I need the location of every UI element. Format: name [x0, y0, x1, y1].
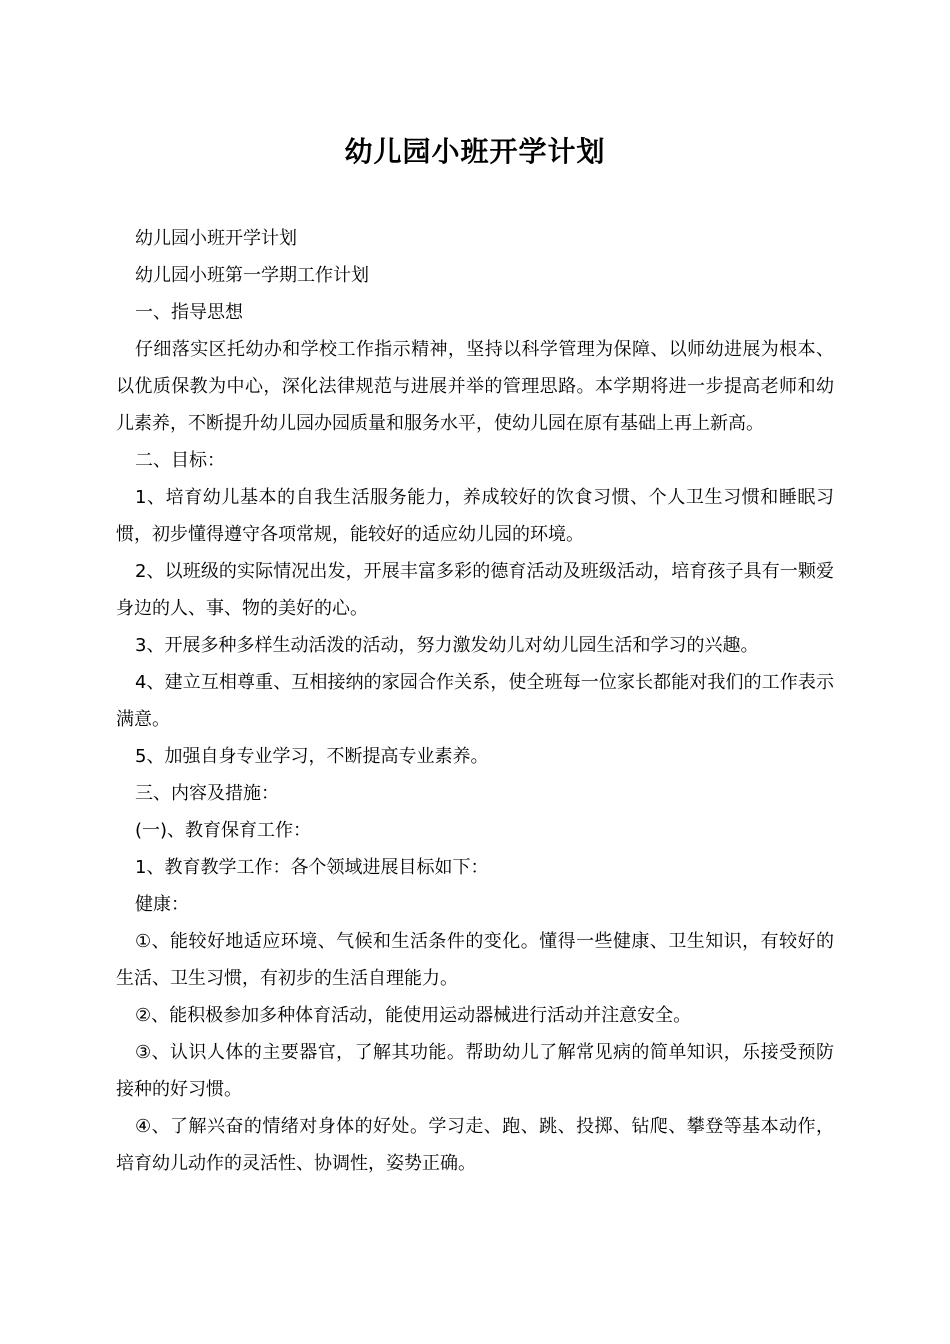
goal-item-1: 1、培育幼儿基本的自我生活服务能力，养成较好的饮食习惯、个人卫生习惯和睡眠习惯，初步懂得遵守各项常规，能较好的适应幼儿园的环境。: [116, 487, 834, 545]
subsection-heading-education-care: (一)、教育保育工作：: [135, 820, 312, 841]
health-item-4: ④、了解兴奋的情绪对身体的好处。学习走、跑、跳、投掷、钻爬、攀登等基本动作，培育幼儿动作的灵活性、协调性，姿势正确。: [116, 1116, 834, 1174]
paragraph-plan-name: 幼儿园小班第一学期工作计划: [135, 265, 369, 286]
goal-item-3: 3、开展多种多样生动活泼的活动，努力激发幼儿对幼儿园生活和学习的兴趣。: [135, 635, 759, 656]
goal-item-4: 4、建立互相尊重、互相接纳的家园合作关系，使全班每一位家长都能对我们的工作表示满意。: [116, 672, 834, 730]
paragraph-teaching-work: 1、教育教学工作：各个领域进展目标如下：: [135, 857, 489, 878]
health-item-3: ③、认识人体的主要器官，了解其功能。帮助幼儿了解常见病的简单知识，乐接受预防接种的好习惯。: [116, 1042, 834, 1100]
goal-item-5: 5、加强自身专业学习，不断提高专业素养。: [135, 746, 489, 767]
section-heading-goals: 二、目标：: [135, 450, 225, 471]
goal-item-2: 2、以班级的实际情况出发，开展丰富多彩的德育活动及班级活动，培育孩子具有一颗爱身边的人、事、物的美好的心。: [116, 561, 834, 619]
section-heading-content-measures: 三、内容及措施：: [135, 783, 279, 804]
section-heading-guiding-ideology: 一、指导思想: [135, 302, 243, 323]
paragraph-guiding-ideology: 仔细落实区托幼办和学校工作指示精神，坚持以科学管理为保障、以师幼进展为根本、以优质保教为中心，深化法律规范与进展并举的管理思路。本学期将进一步提高老师和幼儿素养，不断提升幼儿园办园质量和服务水平，使幼儿园在原有基础上再上新高。: [116, 339, 834, 434]
document-body: [116, 220, 834, 1182]
paragraph-subtitle: 幼儿园小班开学计划: [135, 228, 297, 249]
health-item-1: ①、能较好地适应环境、气候和生活条件的变化。懂得一些健康、卫生知识，有较好的生活、卫生习惯，有初步的生活自理能力。: [116, 931, 834, 989]
health-item-2: ②、能积极参加多种体育活动，能使用运动器械进行活动并注意安全。: [135, 1005, 692, 1026]
document-title: 幼儿园小班开学计划: [344, 135, 606, 168]
domain-heading-health: 健康：: [135, 894, 189, 915]
